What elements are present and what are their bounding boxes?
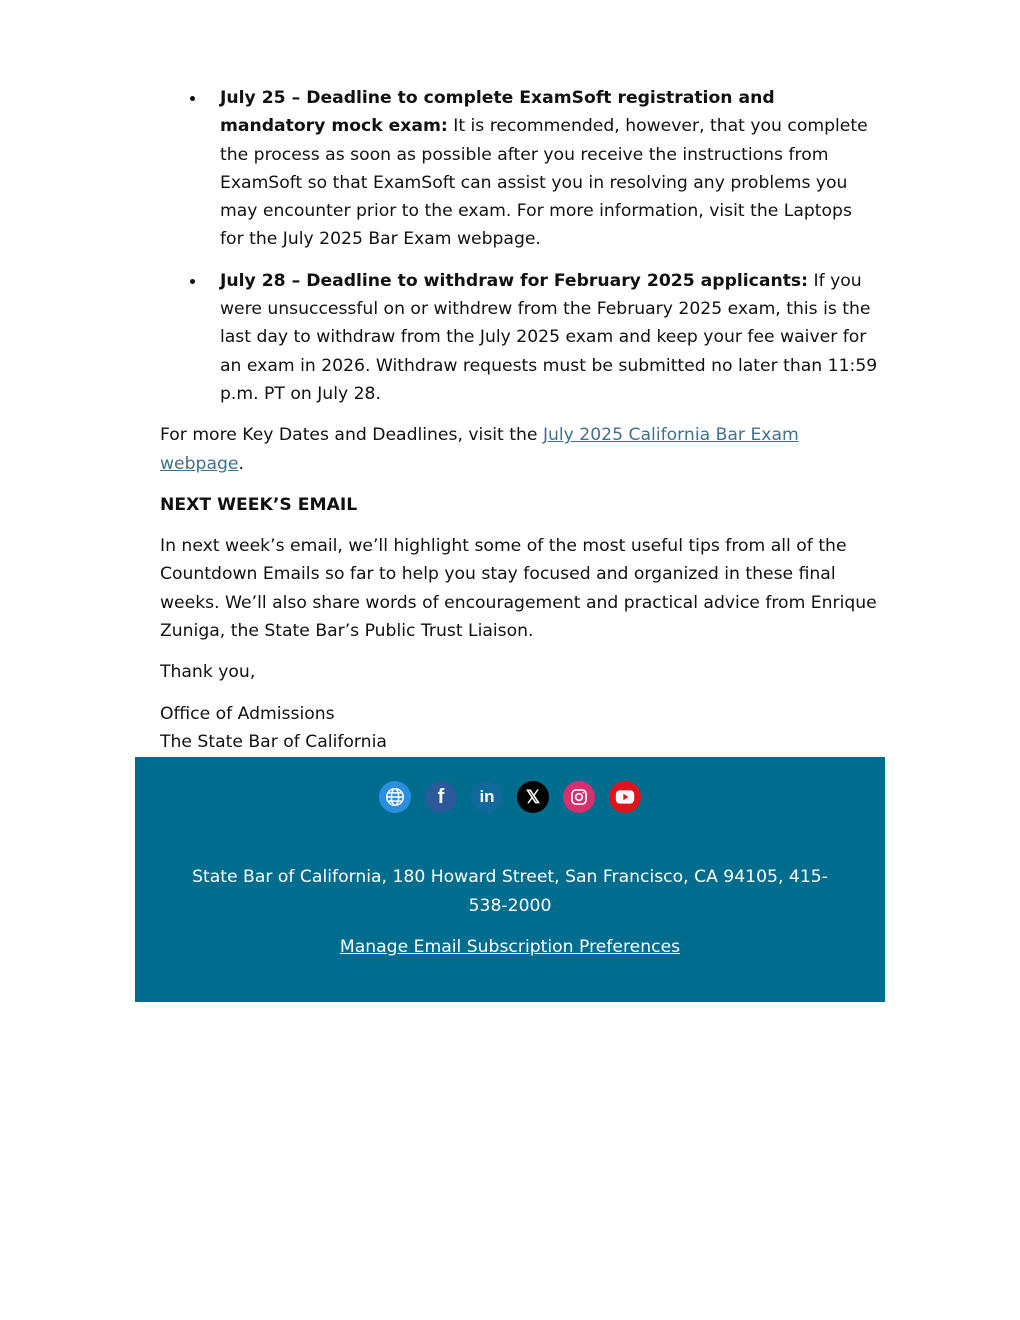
signature — [160, 700, 880, 757]
social-links — [135, 781, 885, 813]
list-item — [160, 267, 880, 408]
x-icon[interactable]: 𝕏 — [517, 781, 549, 813]
instagram-icon[interactable] — [563, 781, 595, 813]
deadline-title: July 28 – Deadline to withdraw for February 2025 applicants: — [220, 270, 809, 291]
deadline-text: If you were unsuccessful on or withdrew from the February 2025 exam, this is the last day to withdraw from the July 2025 exam and keep your fee waiver for an exam in 2026. Withdraw requests must be submitted no later than 11:59 p.m. PT on July 28. — [220, 270, 878, 404]
next-week-body: In next week’s email, we’ll highlight some of the most useful tips from all of the Countdown Emails so far to help you stay focused and organized in these final weeks. We’ll also share words of encouragement and practical advice from Enrique Zuniga, the State Bar’s Public Trust Liaison. — [160, 536, 877, 642]
deadline-text: It is recommended, however, that you complete the process as soon as possible after you receive the instructions from ExamSoft so that ExamSoft can assist you in resolving any problems you may encounter prior to the exam. For more information, visit the Laptops for the July 2025 Bar Exam webpage. — [220, 116, 868, 250]
deadline-title: July 25 – Deadline to complete ExamSoft registration and mandatory mock exam: — [220, 88, 775, 137]
signature-org: The State Bar of California — [160, 731, 387, 752]
youtube-icon[interactable] — [609, 781, 641, 813]
bar-exam-webpage-link[interactable]: July 2025 California Bar Exam webpage — [160, 425, 799, 474]
manage-preferences-row — [135, 933, 885, 962]
footer-address: State Bar of California, 180 Howard Street, San Francisco, CA 94105, 415-538-2000 — [192, 867, 828, 916]
signature-office: Office of Admissions — [160, 703, 335, 724]
linkedin-icon[interactable]: in — [471, 781, 503, 813]
deadline-list — [160, 84, 880, 408]
key-dates-paragraph — [160, 421, 880, 478]
key-dates-suffix: . — [238, 453, 244, 474]
manage-subscription-link[interactable]: Manage Email Subscription Preferences — [339, 937, 681, 957]
globe-icon[interactable] — [379, 781, 411, 813]
next-week-heading: NEXT WEEK’S EMAIL — [160, 494, 358, 515]
email-footer — [135, 757, 885, 1002]
email-body — [160, 84, 880, 756]
bullet-icon — [190, 96, 195, 101]
facebook-icon[interactable]: f — [425, 781, 457, 813]
bullet-icon — [190, 279, 195, 284]
thanks-line: Thank you, — [160, 662, 256, 683]
key-dates-prefix: For more Key Dates and Deadlines, visit the — [160, 425, 543, 446]
list-item — [160, 84, 880, 254]
